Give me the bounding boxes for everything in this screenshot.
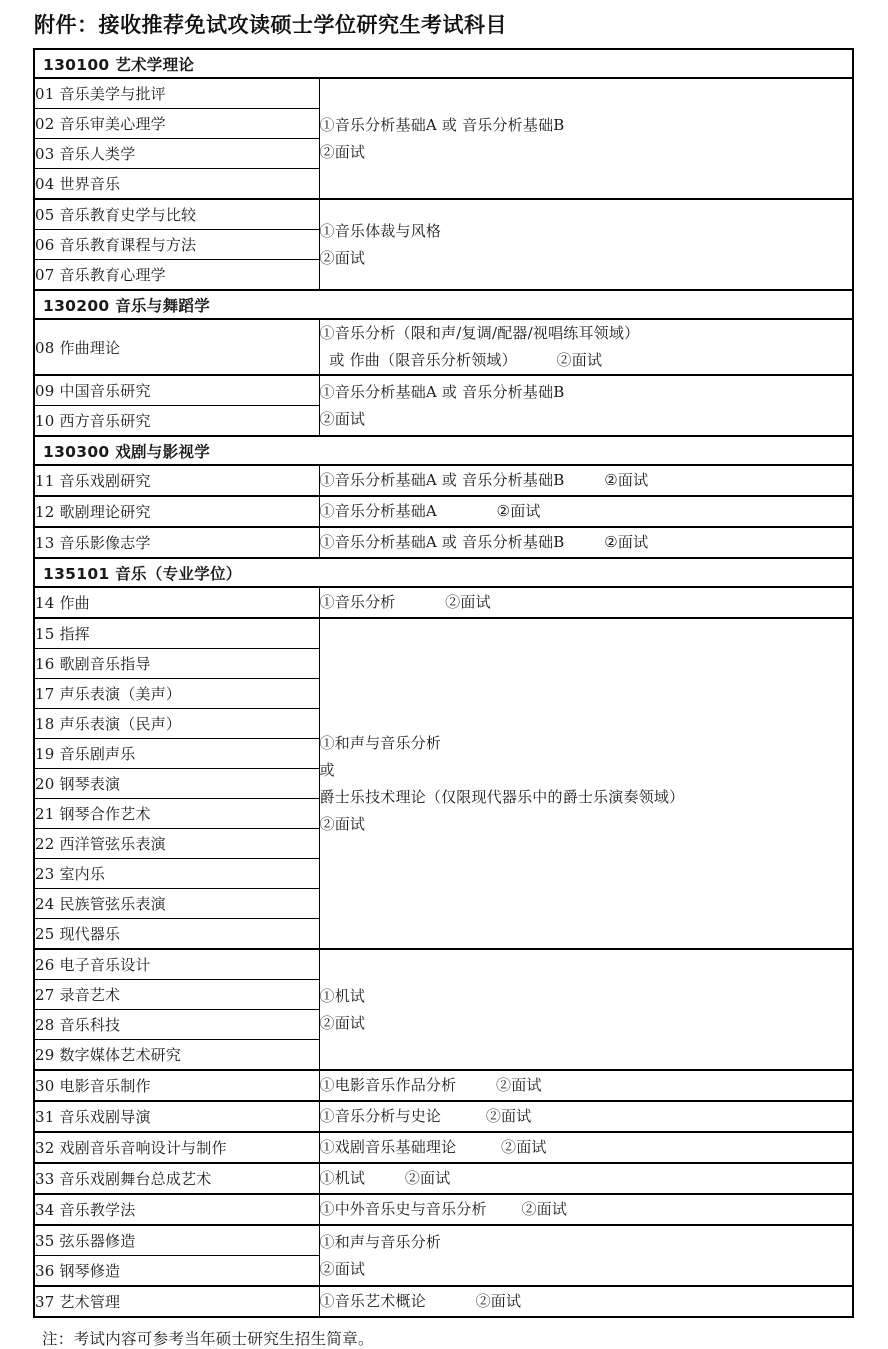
table-row	[34, 1225, 853, 1256]
exam-content-cell	[319, 527, 853, 558]
table-row	[34, 1101, 853, 1132]
exam-content-line: ①和声与音乐分析	[319, 1232, 442, 1251]
exam-content-cell	[319, 949, 853, 1070]
subject-cell: 22 西洋管弦乐表演	[34, 829, 319, 859]
exam-content-cell	[319, 1194, 853, 1225]
exam-content-line: ①音乐分析基础A 或 音乐分析基础B	[319, 382, 565, 401]
exam-content-line: ①音乐分析 ②面试	[319, 593, 491, 611]
table-row	[34, 1132, 853, 1163]
table-row	[34, 587, 853, 618]
exam-content-cell	[319, 496, 853, 527]
table-row	[34, 496, 853, 527]
subject-cell: 21 钢琴合作艺术	[34, 799, 319, 829]
subject-cell: 08 作曲理论	[34, 319, 319, 375]
subject-cell: 10 西方音乐研究	[34, 406, 319, 437]
subject-cell: 02 音乐审美心理学	[34, 109, 319, 139]
exam-content-line: ②面试	[319, 1259, 366, 1278]
exam-content-line: ①中外音乐史与音乐分析 ②面试	[319, 1200, 568, 1218]
exam-content-line: ①机试	[319, 986, 366, 1005]
exam-content-line: ①音乐分析基础A ②面试	[319, 502, 541, 520]
table-row	[34, 199, 853, 230]
subject-cell: 33 音乐戏剧舞台总成艺术	[34, 1163, 319, 1194]
exam-content-line: ①音乐分析基础A 或 音乐分析基础B ②面试	[319, 471, 649, 489]
exam-content-line: ②面试	[319, 1013, 366, 1032]
table-row	[34, 527, 853, 558]
exam-content-cell	[319, 1132, 853, 1163]
exam-content-line: 爵士乐技术理论（仅限现代器乐中的爵士乐演奏领域）	[319, 787, 685, 806]
exam-content-line: ①戏剧音乐基础理论 ②面试	[319, 1138, 547, 1156]
table-row	[34, 1194, 853, 1225]
section-header-label: 130100 艺术学理论	[34, 49, 853, 78]
exam-content-line: ①机试 ②面试	[319, 1169, 451, 1187]
section-header-row	[34, 436, 853, 465]
subject-cell: 19 音乐剧声乐	[34, 739, 319, 769]
exam-content-line: ②面试	[319, 814, 366, 833]
table-row	[34, 375, 853, 406]
subject-cell: 18 声乐表演（民声）	[34, 709, 319, 739]
table-row	[34, 949, 853, 980]
subject-cell: 20 钢琴表演	[34, 769, 319, 799]
subject-cell: 29 数字媒体艺术研究	[34, 1040, 319, 1071]
subject-cell: 27 录音艺术	[34, 980, 319, 1010]
subject-cell: 37 艺术管理	[34, 1286, 319, 1317]
exam-content-cell	[319, 1225, 853, 1286]
exam-content-line: ①音乐艺术概论 ②面试	[319, 1292, 522, 1310]
exam-content-line: ①音乐体裁与风格	[319, 221, 442, 240]
exam-content-cell	[319, 319, 853, 375]
section-header-label: 130200 音乐与舞蹈学	[34, 290, 853, 319]
section-header-label: 135101 音乐（专业学位）	[34, 558, 853, 587]
exam-content-cell	[319, 1070, 853, 1101]
exam-content-cell	[319, 465, 853, 496]
exam-content-cell	[319, 618, 853, 949]
table-row	[34, 465, 853, 496]
table-row	[34, 78, 853, 109]
subject-cell: 24 民族管弦乐表演	[34, 889, 319, 919]
subject-cell: 35 弦乐器修造	[34, 1225, 319, 1256]
table-footnote: 注：考试内容可参考当年硕士研究生招生简章。	[42, 1330, 374, 1348]
subject-cell: 12 歌剧理论研究	[34, 496, 319, 527]
subject-cell: 25 现代器乐	[34, 919, 319, 950]
table-row	[34, 1286, 853, 1317]
exam-content-cell	[319, 1286, 853, 1317]
subject-cell: 36 钢琴修造	[34, 1256, 319, 1287]
subject-cell: 01 音乐美学与批评	[34, 78, 319, 109]
subject-cell: 14 作曲	[34, 587, 319, 618]
subject-cell: 30 电影音乐制作	[34, 1070, 319, 1101]
subject-cell: 13 音乐影像志学	[34, 527, 319, 558]
subject-cell: 23 室内乐	[34, 859, 319, 889]
subject-cell: 07 音乐教育心理学	[34, 260, 319, 291]
subject-cell: 03 音乐人类学	[34, 139, 319, 169]
section-header-row	[34, 558, 853, 587]
exam-content-line: ①音乐分析（限和声/复调/配器/视唱练耳领域）	[319, 324, 640, 342]
exam-content-cell	[319, 78, 853, 199]
exam-content-cell	[319, 199, 853, 290]
table-row	[34, 618, 853, 649]
subject-cell: 17 声乐表演（美声）	[34, 679, 319, 709]
subject-cell: 09 中国音乐研究	[34, 375, 319, 406]
section-header-row	[34, 49, 853, 78]
exam-content-line: 或	[319, 760, 335, 779]
subject-cell: 15 指挥	[34, 618, 319, 649]
table-row	[34, 1070, 853, 1101]
exam-content-line: 或 作曲（限音乐分析领域） ②面试	[319, 351, 603, 369]
subject-cell: 32 戏剧音乐音响设计与制作	[34, 1132, 319, 1163]
exam-content-line: ②面试	[319, 409, 366, 428]
exam-content-cell	[319, 1101, 853, 1132]
subject-cell: 16 歌剧音乐指导	[34, 649, 319, 679]
subject-cell: 11 音乐戏剧研究	[34, 465, 319, 496]
table-row	[34, 1163, 853, 1194]
exam-subjects-table	[33, 48, 854, 1318]
subject-cell: 34 音乐教学法	[34, 1194, 319, 1225]
exam-content-cell	[319, 1163, 853, 1194]
exam-content-cell	[319, 587, 853, 618]
subject-cell: 06 音乐教育课程与方法	[34, 230, 319, 260]
subject-cell: 31 音乐戏剧导演	[34, 1101, 319, 1132]
exam-content-line: ②面试	[319, 248, 366, 267]
exam-content-cell	[319, 375, 853, 436]
exam-content-line: ①音乐分析与史论 ②面试	[319, 1107, 532, 1125]
exam-content-line: ①电影音乐作品分析 ②面试	[319, 1076, 542, 1094]
subject-cell: 04 世界音乐	[34, 169, 319, 200]
exam-content-line: ①音乐分析基础A 或 音乐分析基础B	[319, 115, 565, 134]
subject-cell: 26 电子音乐设计	[34, 949, 319, 980]
section-header-row	[34, 290, 853, 319]
subject-cell: 28 音乐科技	[34, 1010, 319, 1040]
subject-cell: 05 音乐教育史学与比较	[34, 199, 319, 230]
table-row	[34, 319, 853, 375]
page-title: 附件：接收推荐免试攻读硕士学位研究生考试科目	[34, 12, 507, 37]
exam-content-line: ①和声与音乐分析	[319, 733, 442, 752]
section-header-label: 130300 戏剧与影视学	[34, 436, 853, 465]
exam-content-line: ②面试	[319, 142, 366, 161]
exam-content-line: ①音乐分析基础A 或 音乐分析基础B ②面试	[319, 533, 649, 551]
